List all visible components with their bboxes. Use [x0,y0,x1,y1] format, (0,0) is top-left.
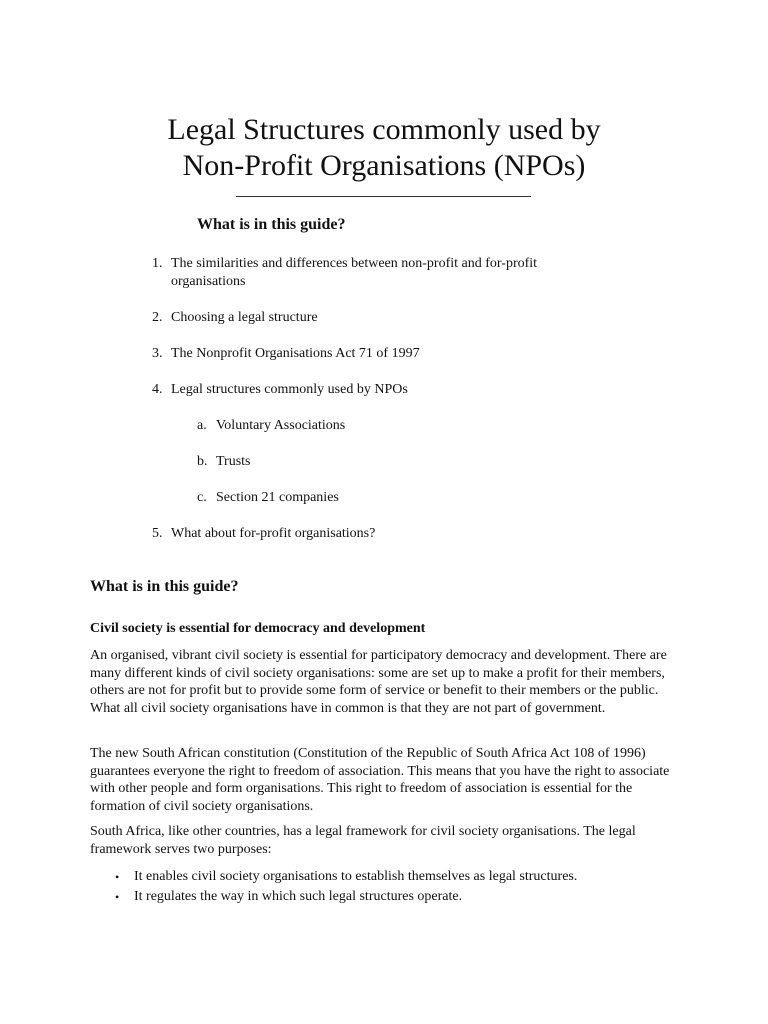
title-line-1: Legal Structures commonly used by [167,113,601,146]
title-divider [236,196,531,197]
toc-item-number: 4. [152,382,163,397]
toc-item-3 [152,345,591,363]
toc-item-number: 3. [152,346,163,361]
toc-subitem-b [197,453,251,471]
toc-subitem-text: Section 21 companies [216,490,339,505]
toc-item-2 [152,309,591,327]
sub-heading: Civil society is essential for democracy and development [90,621,426,636]
toc-item-number: 1. [152,256,163,271]
bullet-text: It enables civil society organisations to establish themselves as legal structures. [134,869,578,884]
toc-item-text [171,255,591,291]
toc-subitem-text: Trusts [216,454,251,469]
toc-subitem-letter: b. [197,454,208,469]
bullet-item [90,887,690,907]
toc-item-5 [152,525,591,543]
bullet-icon: • [115,870,120,884]
toc-item-4 [152,381,591,399]
toc-heading: What is in this guide? [197,216,346,233]
toc-item-text: The Nonprofit Organisations Act 71 of 1997 [171,346,420,361]
toc-subitem-letter: c. [197,490,207,505]
toc-subitem-text: Voluntary Associations [216,418,346,433]
section-heading: What is in this guide? [90,578,239,595]
toc-item-text-line: The similarities and differences between non-profit and for-profit [171,256,538,271]
toc-subitem-a [197,417,345,435]
toc-item-1 [152,255,591,291]
toc-item-number: 2. [152,310,163,325]
toc-item-text: Choosing a legal structure [171,310,318,325]
bullet-text: It regulates the way in which such legal structures operate. [134,889,463,904]
toc-item-text: What about for-profit organisations? [171,526,376,541]
bullet-icon: • [115,890,120,904]
document-title [0,112,768,184]
body-paragraph-1: An organised, vibrant civil society is essential for participatory democracy and development. There are many different kinds of civil society organisations: some are set up to make a profit for their members, others are not for profit but to provide some form of service or benefit to their members or the public. What all civil society organisations have in common is that they are not part of government. [90,648,667,716]
toc-item-number: 5. [152,526,163,541]
body-paragraph-3: South Africa, like other countries, has a legal framework for civil society organisations. The legal framework serves two purposes: [90,824,636,857]
toc-item-text: Legal structures commonly used by NPOs [171,382,408,397]
title-line-2: Non-Profit Organisations (NPOs) [182,149,586,182]
bullet-list [90,867,690,907]
toc-subitem-letter: a. [197,418,207,433]
toc-subitem-c [197,489,339,507]
body-paragraph-2: The new South African constitution (Constitution of the Republic of South Africa Act 108 of 1996) guarantees everyone the right to freedom of association. This means that you have the right to associate with other people and form organisations. This right to freedom of association is essential for the formation of civil society organisations. [90,746,670,814]
bullet-item [90,867,690,887]
toc-item-text-line: organisations [171,274,246,289]
